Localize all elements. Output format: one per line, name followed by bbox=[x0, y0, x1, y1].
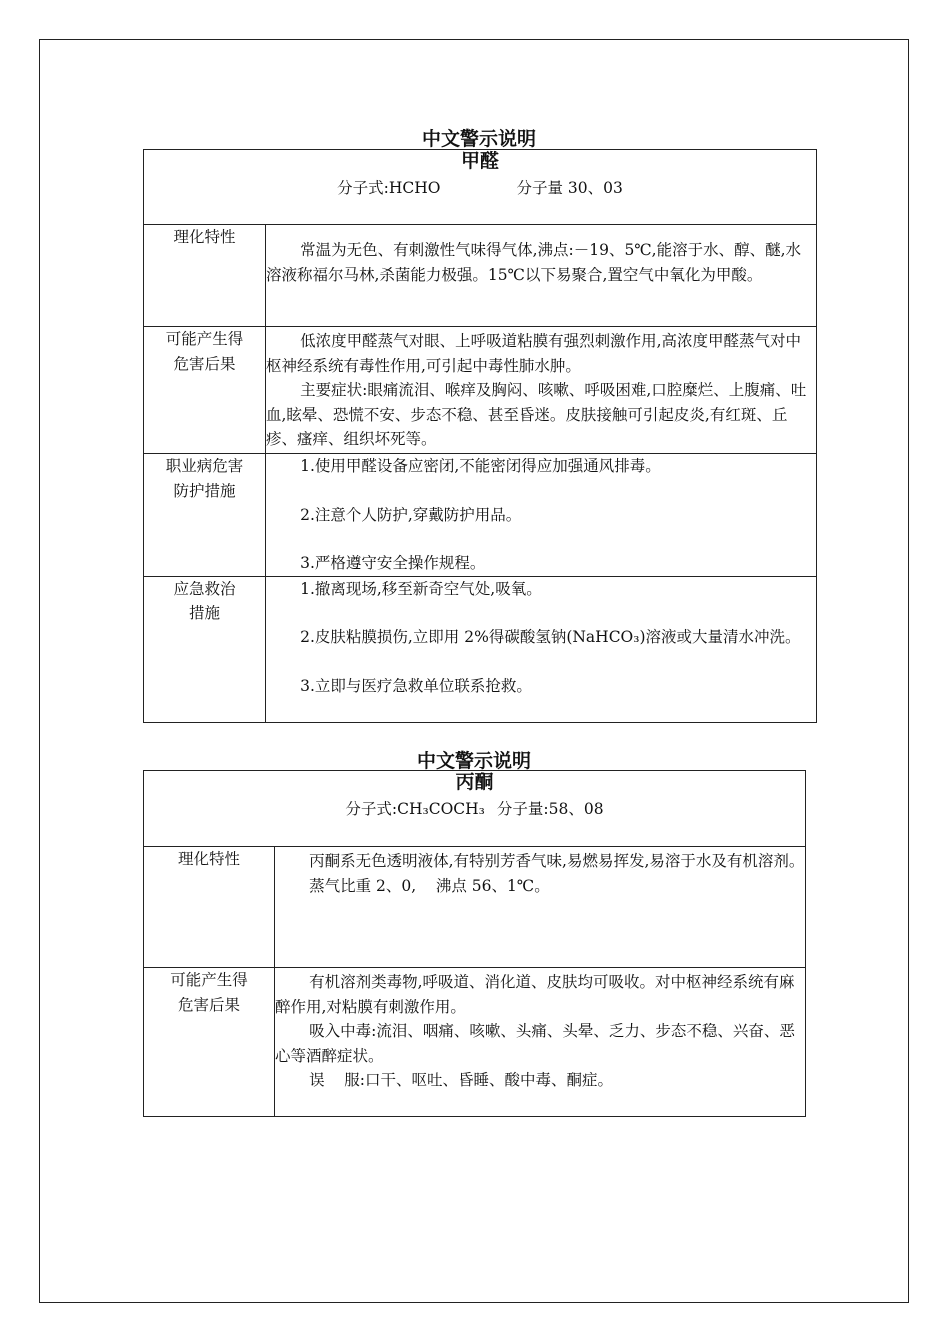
physchem-content bbox=[275, 847, 806, 968]
hazard-content bbox=[266, 327, 817, 454]
hazard-content bbox=[275, 968, 806, 1117]
header-cell bbox=[144, 150, 817, 225]
molecular-weight: 分子量:58、08 bbox=[496, 800, 604, 818]
molecular-formula: 分子式:CH₃COCH₃ bbox=[345, 800, 485, 818]
hazard-text-2: 主要症状:眼痛流泪、喉痒及胸闷、咳嗽、呼吸困难,口腔糜烂、上腹痛、吐血,眩晕、恐慌不安、步态不稳、甚至昏迷。皮肤接触可引起皮炎,有红斑、丘疹、瘙痒、组织坏死等。 bbox=[266, 381, 807, 448]
hazard-text-1: 有机溶剂类毒物,呼吸道、消化道、皮肤均可吸收。对中枢神经系统有麻醉作用,对粘膜有刺激作用。 bbox=[275, 973, 795, 1016]
row-label-physchem: 理化特性 bbox=[144, 225, 266, 327]
hazard-text-1: 低浓度甲醛蒸气对眼、上呼吸道粘膜有强烈刺激作用,高浓度甲醛蒸气对中枢神经系统有毒性作用,可引起中毒性肺水肿。 bbox=[266, 332, 802, 375]
protection-item-2: 2.注意个人防护,穿戴防护用品。 bbox=[300, 505, 522, 524]
formula-line bbox=[144, 797, 805, 821]
molecular-weight: 分子量 30、03 bbox=[516, 179, 623, 197]
hazard-text-3: 误 服:口干、呕吐、昏睡、酸中毒、酮症。 bbox=[309, 1071, 614, 1089]
emergency-content bbox=[266, 576, 817, 722]
row-label-physchem: 理化特性 bbox=[144, 847, 275, 968]
row-label-protection: 职业病危害 防护措施 bbox=[144, 454, 266, 577]
physchem-text-2: 蒸气比重 2、0, 沸点 56、1℃。 bbox=[309, 876, 550, 895]
formula-line bbox=[144, 176, 816, 200]
emergency-item-2: 2.皮肤粘膜损伤,立即用 2%得碳酸氢钠(NaHCO₃)溶液或大量清水冲洗。 bbox=[300, 628, 801, 646]
row-label-hazard: 可能产生得 危害后果 bbox=[144, 327, 266, 454]
chemical-name: 甲醛 bbox=[461, 150, 500, 172]
emergency-item-1: 1.撤离现场,移至新奇空气处,吸氧。 bbox=[300, 579, 542, 598]
molecular-formula: 分子式:HCHO bbox=[337, 179, 441, 197]
acetone-table bbox=[143, 770, 806, 1117]
physchem-text-1: 丙酮系无色透明液体,有特别芳香气味,易燃易挥发,易溶于水及有机溶剂。 bbox=[309, 852, 805, 870]
section-title-formaldehyde: 中文警示说明 bbox=[421, 128, 536, 150]
header-cell bbox=[144, 771, 806, 847]
physchem-text: 常温为无色、有刺激性气味得气体,沸点:－19、5℃,能溶于水、醇、醚,水溶液称福尔马林,杀菌能力极强。15℃以下易聚合,置空气中氧化为甲酸。 bbox=[266, 241, 802, 284]
row-label-hazard: 可能产生得 危害后果 bbox=[144, 968, 275, 1117]
chemical-name: 丙酮 bbox=[455, 771, 494, 793]
formaldehyde-table bbox=[143, 149, 817, 723]
protection-item-1: 1.使用甲醛设备应密闭,不能密闭得应加强通风排毒。 bbox=[300, 457, 661, 475]
section-title-acetone: 中文警示说明 bbox=[416, 750, 531, 772]
protection-content bbox=[266, 454, 817, 577]
hazard-text-2: 吸入中毒:流泪、咽痛、咳嗽、头痛、头晕、乏力、步态不稳、兴奋、恶心等酒醉症状。 bbox=[275, 1022, 795, 1065]
emergency-item-3: 3.立即与医疗急救单位联系抢救。 bbox=[300, 676, 532, 695]
protection-item-3: 3.严格遵守安全操作规程。 bbox=[300, 554, 486, 572]
physchem-content bbox=[266, 225, 817, 327]
row-label-emergency: 应急救治 措施 bbox=[144, 576, 266, 722]
